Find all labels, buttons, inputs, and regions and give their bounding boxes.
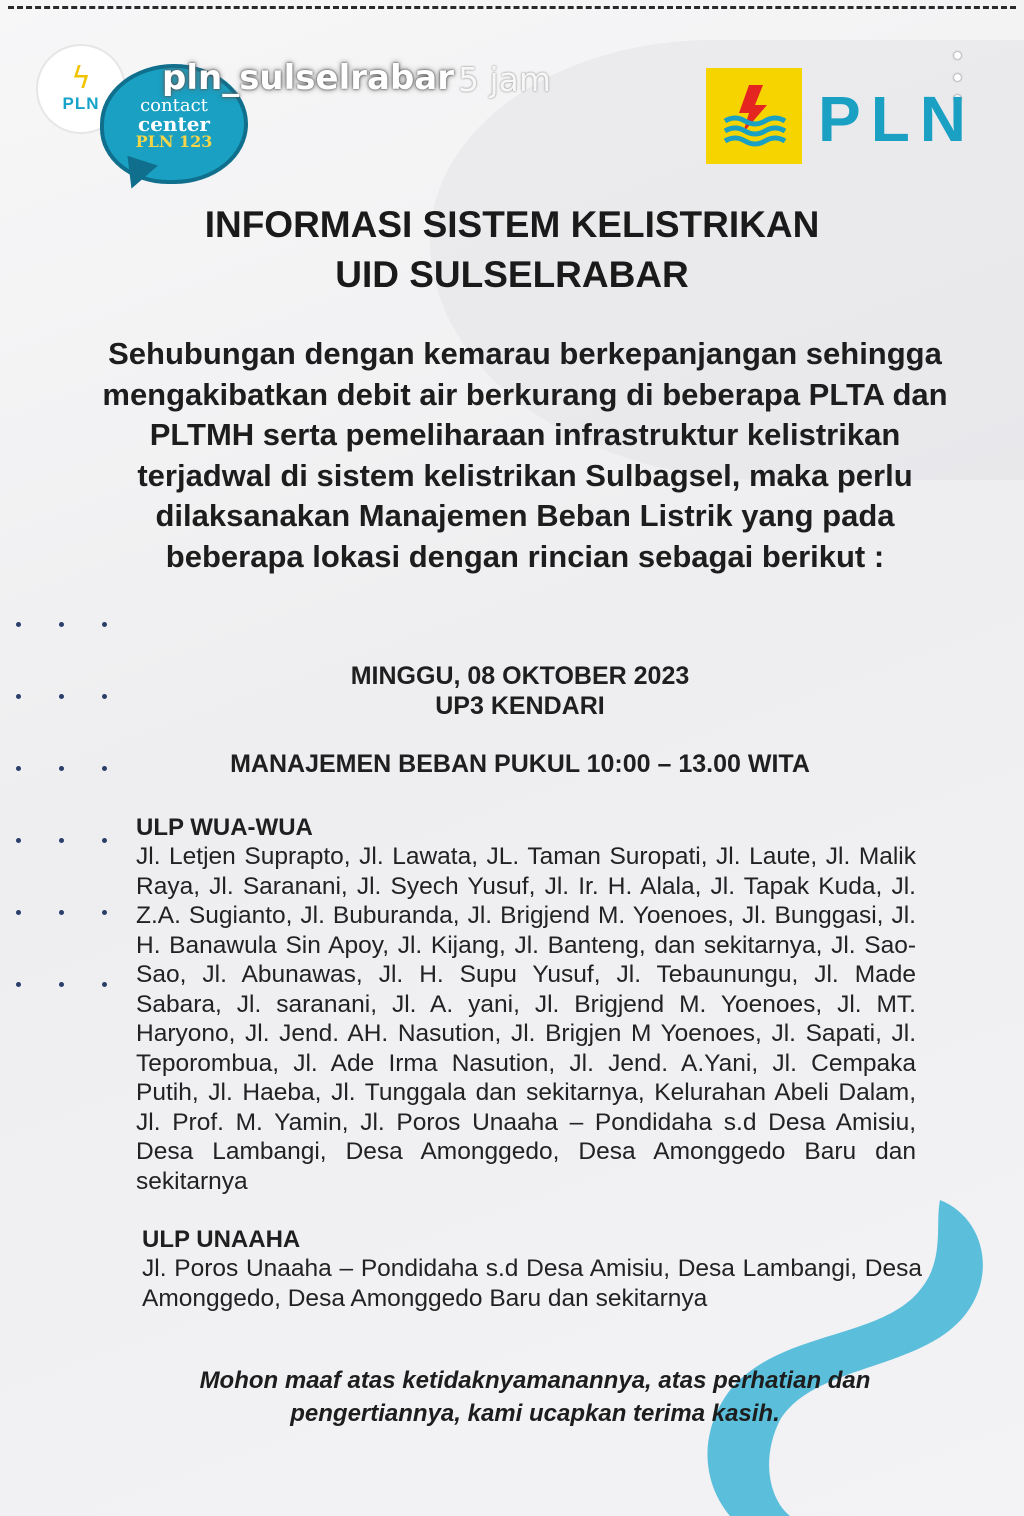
badge-line-3: PLN 123 (135, 132, 213, 151)
section-title-unaaha: ULP UNAAHA (142, 1226, 301, 1253)
lightning-icon: ϟ (71, 61, 91, 96)
schedule-unit: UP3 KENDARI (435, 692, 605, 720)
story-progress-bar (8, 6, 1016, 13)
poster-title-line-1: INFORMASI SISTEM KELISTRIKAN (204, 204, 820, 245)
closing-line-2: pengertiannya, kami ucapkan terima kasih. (290, 1400, 780, 1427)
closing-message (140, 1364, 930, 1430)
pln-logo-text: PLN (818, 83, 976, 155)
schedule-time: MANAJEMEN BEBAN PUKUL 10:00 – 13.00 WITA (230, 750, 810, 778)
badge-line-2: center (138, 112, 210, 136)
story-username[interactable]: pln_sulselrabar (162, 58, 455, 98)
intro-paragraph: Sehubungan dengan kemarau berkepanjangan sehingga mengakibatkan debit air berkurang di beberapa PLTA dan PLTMH serta pemeliharaan infrastruktur kelistrikan terjadwal di sistem kelistrikan Sulbagsel, maka perlu dilaksanakan Manajemen Beban Listrik yang pada beberapa lokasi dengan rincian sebagai berikut : (102, 336, 948, 574)
pln-logo-mark (706, 68, 802, 164)
pln-logo (706, 68, 976, 164)
avatar-label: PLN (62, 94, 100, 113)
section-body-wua-wua: Jl. Letjen Suprapto, Jl. Lawata, JL. Taman Suropati, Jl. Laute, Jl. Malik Raya, Jl. Saranani, Jl. Syech Yusuf, Jl. Ir. H. Alala, Jl. Tapak Kuda, Jl. Z.A. Sugianto, Jl. Buburanda, Jl. Brigjend M. Yoenoes, Jl. Bunggasi, Jl. H. Banawula Sin Apoy, Jl. Kijang, Jl. Banteng, dan sekitarnya, Jl. Sao-Sao, Jl. Abunawas, Jl. H. Supu Yusuf, Jl. Tebaunungu, Jl. Made Sabara, Jl. saranani, Jl. A. yani, Jl. Brigjend M. Yoenoes, Jl. MT. Haryono, Jl. Jend. AH. Nasution, Jl. Brigjen M Yoenoes, Jl. Sapati, Jl. Teporombua, Jl. Ade Irma Nasution, Jl. Jend. A.Yani, Jl. Cempaka Putih, Jl. Haeba, Jl. Tunggala dan sekitarnya, Kelurahan Abeli Dalam, Jl. Prof. M. Yamin, Jl. Poros Unaaha – Pondidaha s.d Desa Amisiu, Desa Lambangi, Desa Amonggedo, Desa Amonggedo Baru dan sekitarnya (136, 843, 916, 1195)
section-body-unaaha: Jl. Poros Unaaha – Pondidaha s.d Desa Amisiu, Desa Lambangi, Desa Amonggedo, Desa Amonggedo Baru dan sekitarnya (142, 1255, 922, 1312)
closing-line-1: Mohon maaf atas ketidaknyamanannya, atas perhatian dan (199, 1367, 871, 1394)
section-title-wua-wua: ULP WUA-WUA (136, 814, 313, 841)
badge-line-1: contact (140, 95, 208, 116)
electricity-icon (719, 81, 789, 151)
decorative-wave (690, 1180, 1020, 1516)
poster-title-line-2: UID SULSELRABAR (335, 254, 689, 295)
schedule-date: MINGGU, 08 OKTOBER 2023 (350, 662, 690, 690)
story-timestamp: 5 jam (458, 60, 552, 99)
